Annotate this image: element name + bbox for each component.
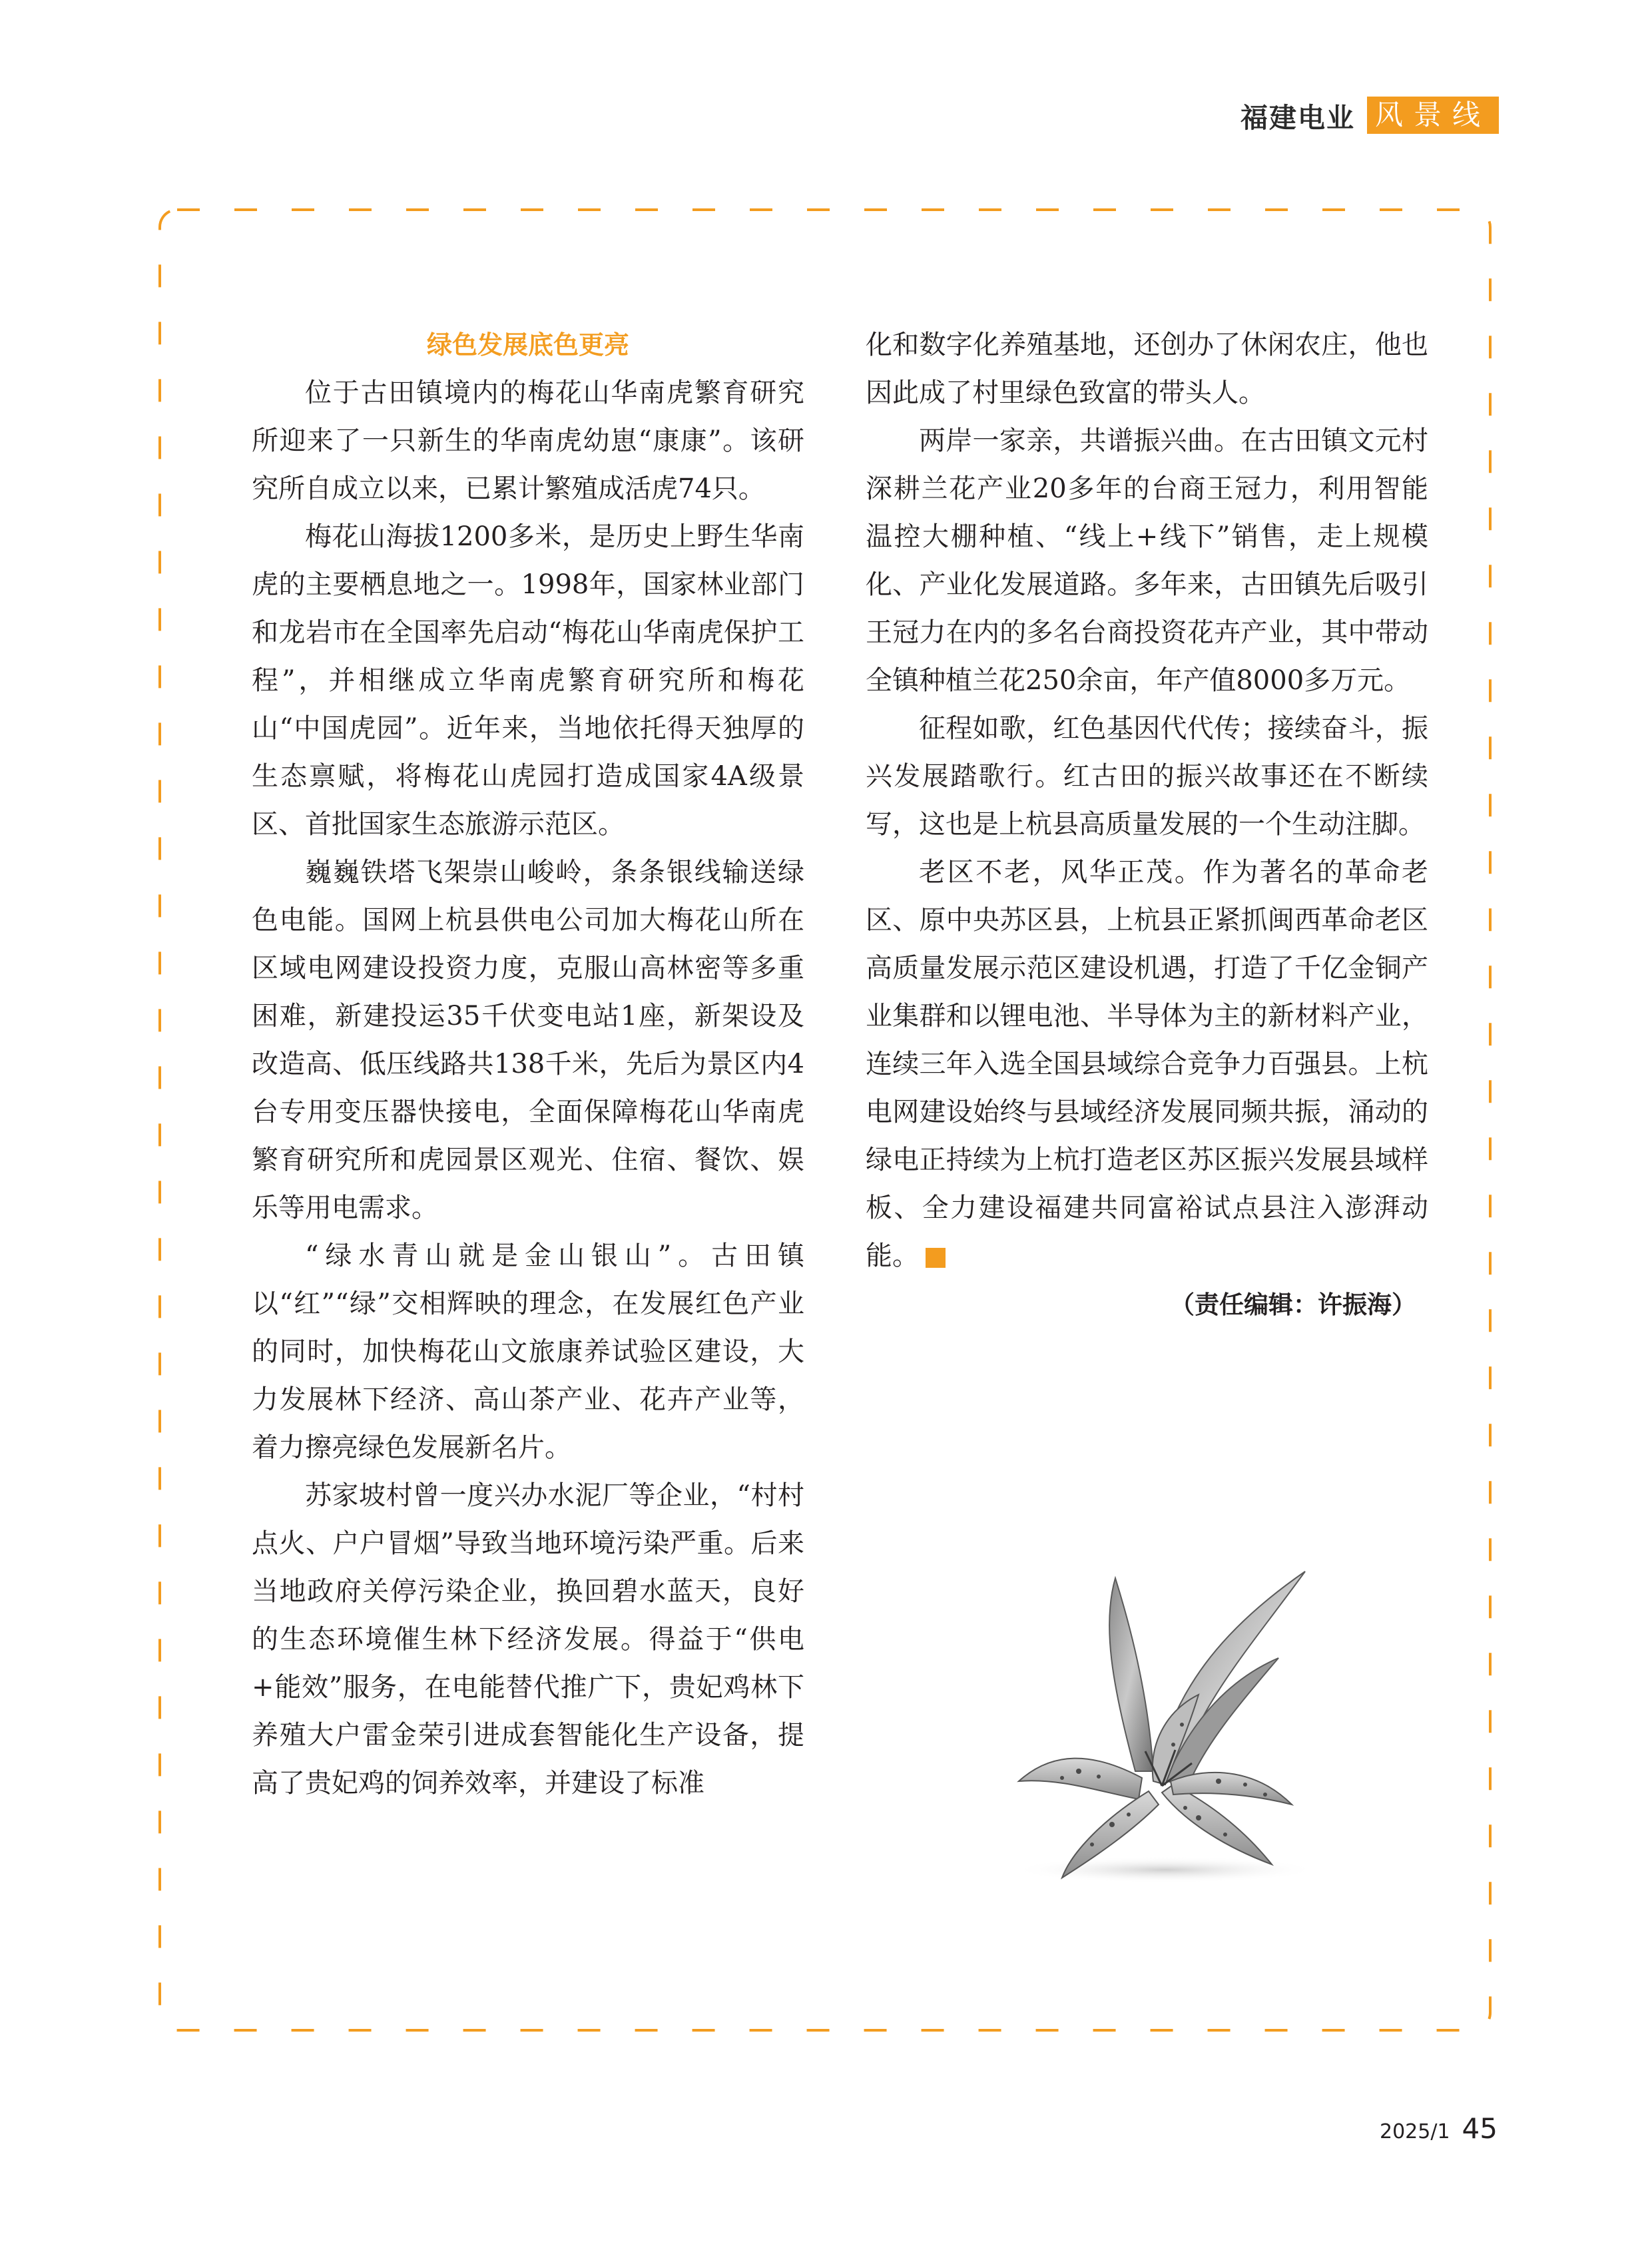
paragraph: “绿水青山就是金山银山”。古田镇以“红”“绿”交相辉映的理念，在发展红色产业的同时，加快梅花山文旅康养试验区建设，大力发展林下经济、高山茶产业、花卉产业等，着力擦亮绿色发展新名片。 [252,1241,804,1463]
paragraph-final [866,848,1428,1280]
editor-credit: （责任编辑：许振海） [1170,1290,1416,1319]
paragraph-continuation: 化和数字化养殖基地，还创办了休闲农庄，他也因此成了村里绿色致富的带头人。 [866,330,1428,408]
right-column [866,321,1428,1329]
paragraph: 梅花山海拔1200多米，是历史上野生华南虎的主要栖息地之一。1998年，国家林业部门和龙岩市在全国率先启动“梅花山华南虎保护工程”，并相继成立华南虎繁育研究所和梅花山“中国虎园”。近年来，当地依托得天独厚的生态禀赋，将梅花山虎园打造成国家4A级景区、首批国家生态旅游示范区。 [252,521,804,840]
page-number: 45 [1462,2112,1498,2145]
section-tag: 风景线 [1367,97,1499,134]
paragraph: 苏家坡村曾一度兴办水泥厂等企业，“村村点火、户户冒烟”导致当地环境污染严重。后来当地政府关停污染企业，换回碧水蓝天，良好的生态环境催生林下经济发展。得益于“供电+能效”服务，在电能替代推广下，贵妃鸡林下养殖大户雷金荣引进成套智能化生产设备，提高了贵妃鸡的饲养效率，并建设了标准 [252,1480,804,1799]
paragraph: 位于古田镇境内的梅花山华南虎繁育研究所迎来了一只新生的华南虎幼崽“康康”。该研究所自成立以来，已累计繁殖成活虎74只。 [252,378,804,504]
paragraph: 两岸一家亲，共谱振兴曲。在古田镇文元村深耕兰花产业20多年的台商王冠力，利用智能温控大棚种植、“线上+线下”销售，走上规模化、产业化发展道路。多年来，古田镇先后吸引王冠力在内的多名台商投资花卉产业，其中带动全镇种植兰花250余亩，年产值8000多万元。 [866,425,1428,696]
issue-number: 2025/1 [1380,2120,1450,2143]
orange-square-icon [926,1248,946,1268]
paragraph-text: 老区不老，风华正茂。作为著名的革命老区、原中央苏区县，上杭县正紧抓闽西革命老区高质量发展示范区建设机遇，打造了千亿金铜产业集群和以锂电池、半导体为主的新材料产业，连续三年入选全国县域综合竞争力百强县。上杭电网建设始终与县域经济发展同频共振，涌动的绿电正持续为上杭打造老区苏区振兴发展县域样板、全力建设福建共同富裕试点县注入澎湃动能。 [866,857,1428,1271]
page-footer [1380,2112,1498,2145]
paragraph: 征程如歌，红色基因代代传；接续奋斗，振兴发展踏歌行。红古田的振兴故事还在不断续写，这也是上杭县高质量发展的一个生动注脚。 [866,713,1428,840]
lily-flower-illustration [999,1551,1332,1891]
left-column [252,321,804,1807]
section-heading: 绿色发展底色更亮 [426,330,629,360]
page-header [1240,97,1499,134]
magazine-name: 福建电业 [1240,101,1355,134]
paragraph: 巍巍铁塔飞架崇山峻岭，条条银线输送绿色电能。国网上杭县供电公司加大梅花山所在区域电网建设投资力度，克服山高林密等多重困难，新建投运35千伏变电站1座，新架设及改造高、低压线路共138千米，先后为景区内4台专用变压器快接电，全面保障梅花山华南虎繁育研究所和虎园景区观光、住宿、餐饮、娱乐等用电需求。 [252,857,804,1223]
